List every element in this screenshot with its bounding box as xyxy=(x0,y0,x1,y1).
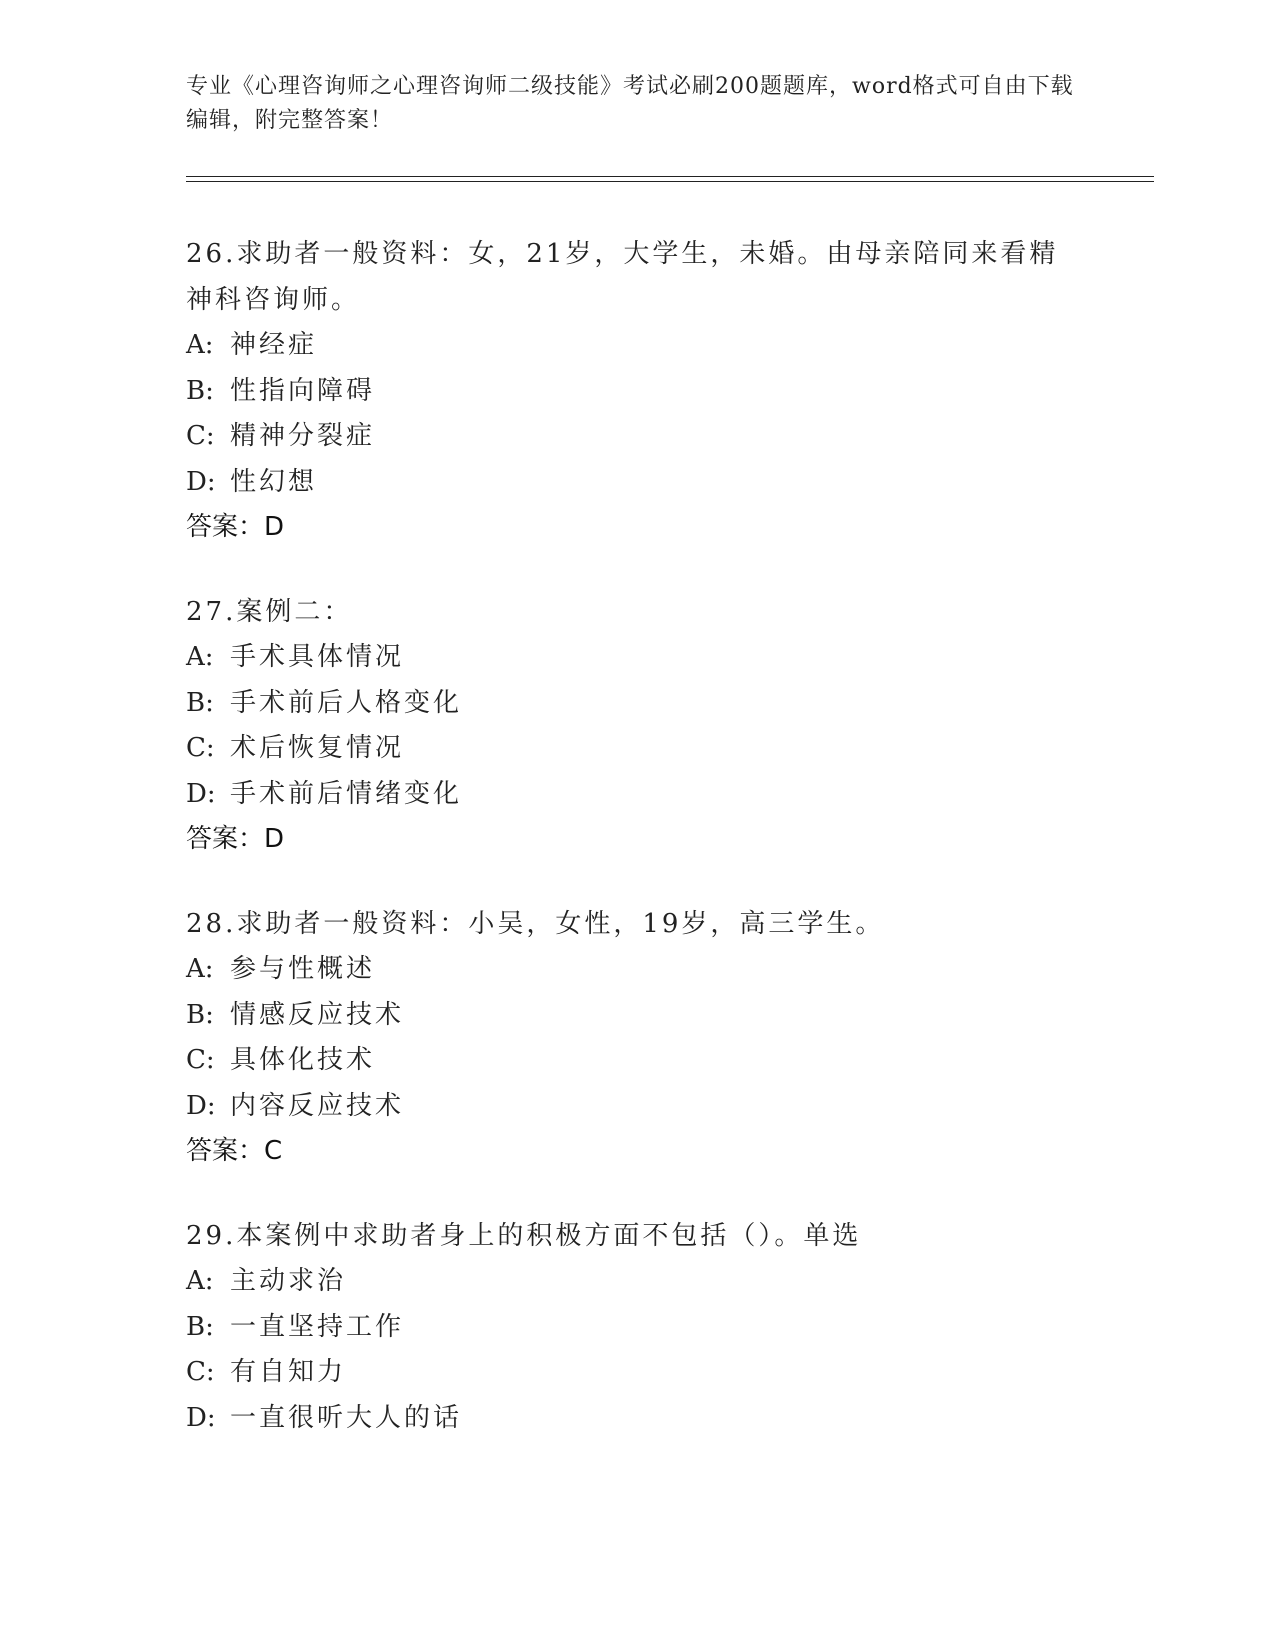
option-label: B: xyxy=(186,687,214,718)
question-stem: 28.求助者一般资料：小吴，女性，19岁，高三学生。 xyxy=(186,908,885,939)
option-label: D: xyxy=(186,466,216,497)
option-text: 手术前后人格变化 xyxy=(230,687,463,718)
option-text: 神经症 xyxy=(230,330,318,360)
question-stem: 26.求助者一般资料：女，21岁，大学生，未婚。由母亲陪同来看精神科咨询师。 xyxy=(186,239,1059,315)
question-list xyxy=(186,232,1086,1480)
option-c xyxy=(186,726,1086,772)
option-label: A: xyxy=(186,642,214,672)
option-text: 术后恢复情况 xyxy=(230,733,405,763)
option-label: A: xyxy=(186,954,214,984)
option-a xyxy=(186,635,1086,681)
option-text: 手术前后情绪变化 xyxy=(230,778,463,809)
option-b xyxy=(186,1305,1086,1351)
option-label: B: xyxy=(186,1311,214,1342)
option-text: 参与性概述 xyxy=(230,954,376,984)
document-header: 专业《心理咨询师之心理咨询师二级技能》考试必刷200题题库，word格式可自由下载编辑，附完整答案！ xyxy=(186,74,1074,133)
option-label: D: xyxy=(186,1090,216,1121)
answer-line: 答案：C xyxy=(186,1136,283,1166)
question-stem: 29.本案例中求助者身上的积极方面不包括（）。单选 xyxy=(186,1220,862,1251)
option-label: C: xyxy=(186,1045,215,1075)
option-text: 手术具体情况 xyxy=(230,642,405,672)
answer-line: 答案：D xyxy=(186,512,285,542)
answer-line: 答案：D xyxy=(186,824,285,854)
option-text: 具体化技术 xyxy=(230,1045,376,1075)
option-text: 情感反应技术 xyxy=(230,999,405,1030)
option-text: 主动求治 xyxy=(230,1266,347,1296)
option-label: C: xyxy=(186,421,215,451)
option-b xyxy=(186,681,1086,727)
option-text: 性幻想 xyxy=(230,466,318,497)
option-label: D: xyxy=(186,778,216,809)
option-text: 内容反应技术 xyxy=(230,1090,405,1121)
option-text: 一直坚持工作 xyxy=(230,1311,405,1342)
option-c xyxy=(186,1038,1086,1084)
option-text: 一直很听大人的话 xyxy=(230,1402,463,1433)
option-a xyxy=(186,1259,1086,1305)
option-label: D: xyxy=(186,1402,216,1433)
option-text: 性指向障碍 xyxy=(230,375,376,406)
option-label: C: xyxy=(186,733,215,763)
option-label: C: xyxy=(186,1357,215,1387)
question-item xyxy=(186,590,1086,863)
option-b xyxy=(186,369,1086,415)
option-d xyxy=(186,1084,1086,1130)
option-c xyxy=(186,414,1086,460)
header-divider-top xyxy=(186,176,1154,177)
question-stem: 27.案例二： xyxy=(186,596,353,627)
option-d xyxy=(186,1396,1086,1442)
option-a xyxy=(186,323,1086,369)
question-item xyxy=(186,232,1086,551)
option-label: A: xyxy=(186,1266,214,1296)
option-d xyxy=(186,460,1086,506)
option-label: A: xyxy=(186,330,214,360)
option-a xyxy=(186,947,1086,993)
option-text: 精神分裂症 xyxy=(230,421,376,451)
header-divider-bottom xyxy=(186,181,1154,182)
question-item xyxy=(186,902,1086,1175)
option-label: B: xyxy=(186,375,214,406)
option-b xyxy=(186,993,1086,1039)
option-text: 有自知力 xyxy=(230,1357,347,1387)
question-item xyxy=(186,1214,1086,1442)
option-d xyxy=(186,772,1086,818)
option-c xyxy=(186,1350,1086,1396)
option-label: B: xyxy=(186,999,214,1030)
